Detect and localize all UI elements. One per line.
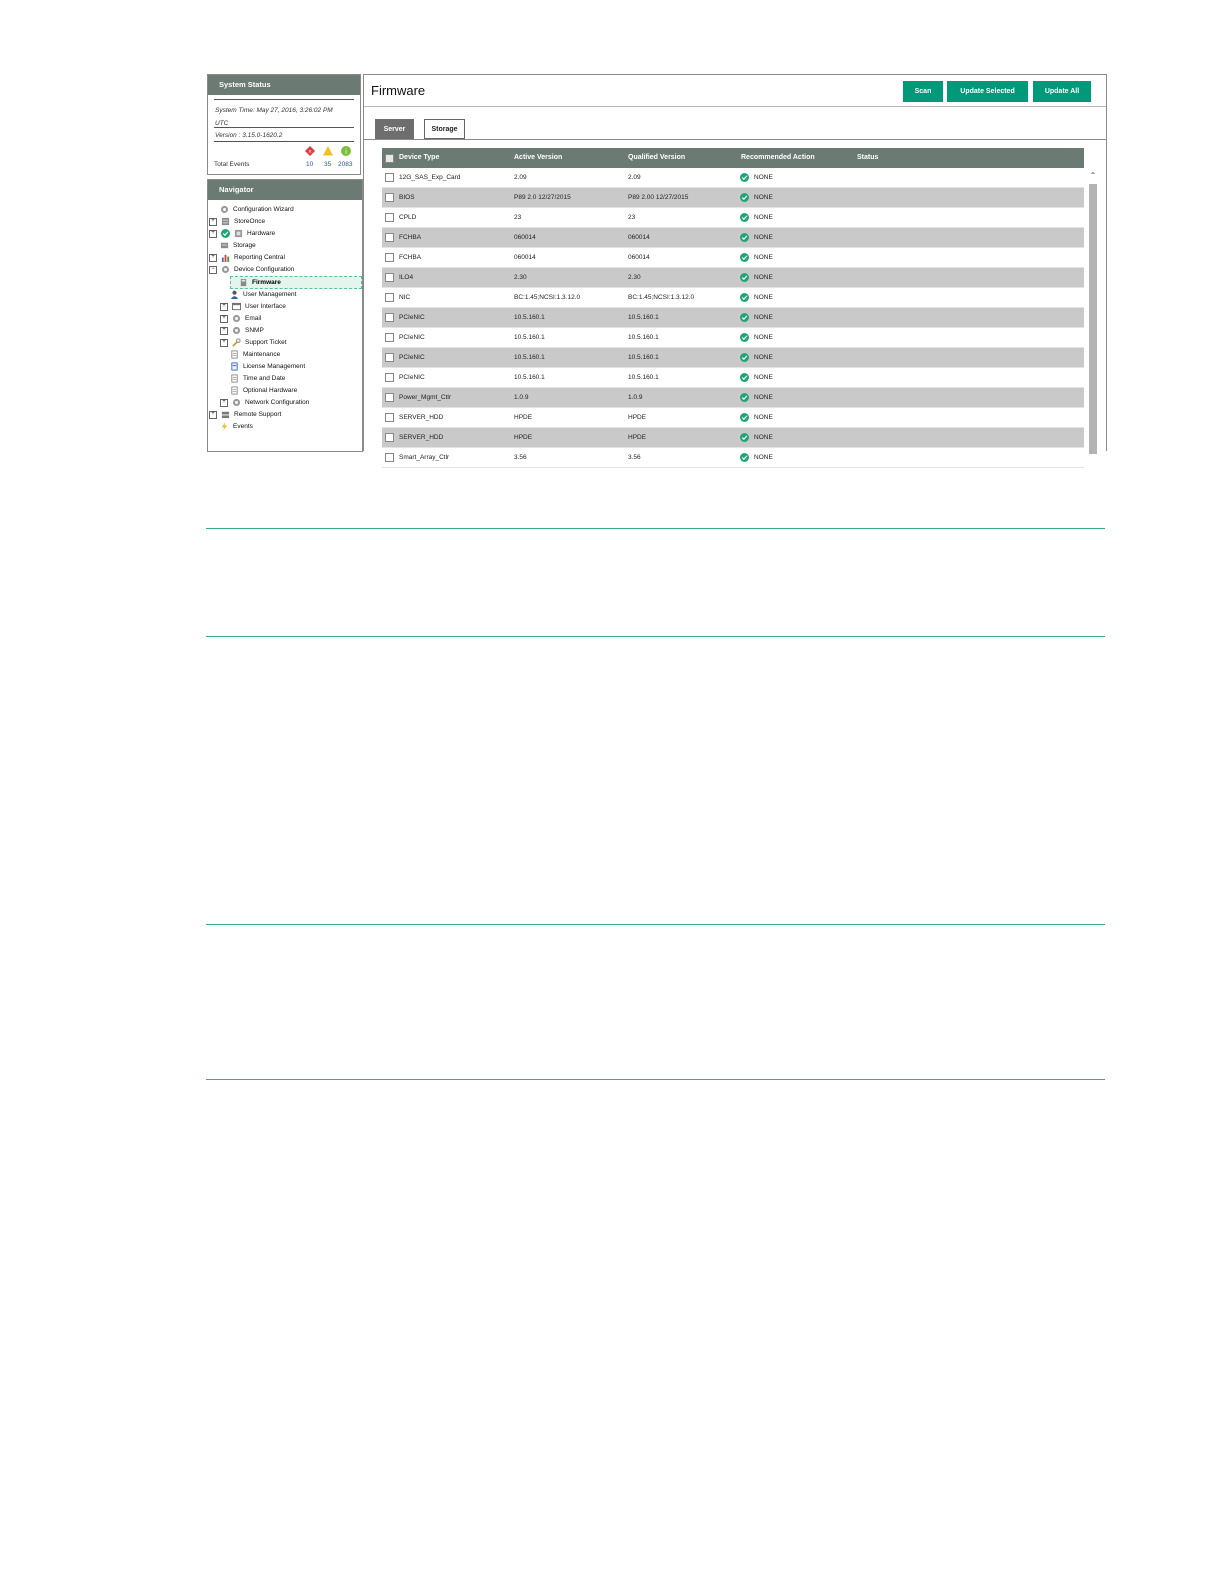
table-header xyxy=(382,148,1084,168)
nav-label: Maintenance xyxy=(243,351,281,358)
active-version-cell: 23 xyxy=(514,214,522,221)
column-header[interactable]: Active Version xyxy=(514,154,563,161)
recommended-action-cell: NONE xyxy=(754,294,773,301)
nav-firmware[interactable] xyxy=(230,276,362,289)
nav-device-configuration[interactable] xyxy=(209,264,294,275)
nav-time-and-date[interactable] xyxy=(230,373,285,384)
license-icon xyxy=(230,362,239,371)
nav-user-interface[interactable] xyxy=(220,301,286,312)
table-row[interactable] xyxy=(382,408,1084,428)
active-version-cell: HPDE xyxy=(514,434,533,441)
nav-label: Support Ticket xyxy=(245,339,287,346)
table-row[interactable] xyxy=(382,428,1084,448)
ok-check-icon xyxy=(740,353,749,362)
svg-text:i: i xyxy=(345,149,347,156)
ok-check-icon xyxy=(740,433,749,442)
total-events-label: Total Events xyxy=(214,161,250,168)
device-type-cell: PCIeNIC xyxy=(399,354,425,361)
row-checkbox[interactable] xyxy=(385,433,394,442)
row-checkbox[interactable] xyxy=(385,453,394,462)
update-all-button[interactable]: Update All xyxy=(1033,81,1091,102)
nav-reporting-central[interactable] xyxy=(209,252,285,263)
nav-events[interactable] xyxy=(220,421,253,432)
nav-label: Hardware xyxy=(247,230,276,237)
qualified-version-cell: BC:1.45;NCSI:1.3.12.0 xyxy=(628,294,695,301)
warning-icon[interactable] xyxy=(323,146,333,156)
ok-check-icon xyxy=(740,293,749,302)
qualified-version-cell: 060014 xyxy=(628,254,650,261)
nav-label: StoreOnce xyxy=(234,218,266,225)
recommended-action-cell: NONE xyxy=(754,374,773,381)
nav-label: Email xyxy=(245,315,262,322)
ok-check-icon xyxy=(740,373,749,382)
nav-license-management[interactable] xyxy=(230,361,305,372)
table-row[interactable] xyxy=(382,348,1084,368)
nav-optional-hardware[interactable] xyxy=(230,385,297,396)
section-rule xyxy=(206,924,1105,925)
nav-label: Network Configuration xyxy=(245,399,310,406)
active-version-cell: 2.30 xyxy=(514,274,527,281)
active-version-cell: 1.0.9 xyxy=(514,394,529,401)
recommended-action-cell: NONE xyxy=(754,254,773,261)
document-icon xyxy=(230,374,239,383)
recommended-action-cell: NONE xyxy=(754,274,773,281)
nav-storage[interactable] xyxy=(220,240,256,251)
section-rule xyxy=(206,1079,1105,1080)
version: Version : 3.15.0-1620.2 xyxy=(215,132,283,139)
nav-remote-support[interactable] xyxy=(209,409,281,420)
nav-label: Firmware xyxy=(252,279,281,286)
info-icon[interactable] xyxy=(341,146,351,156)
row-checkbox[interactable] xyxy=(385,273,394,282)
active-version-cell: 3.56 xyxy=(514,454,527,461)
device-type-cell: Power_Mgmt_Ctlr xyxy=(399,394,452,401)
gear-icon xyxy=(221,265,230,274)
recommended-action-cell: NONE xyxy=(754,354,773,361)
row-checkbox[interactable] xyxy=(385,293,394,302)
sidebar xyxy=(207,74,361,430)
expand-toggle[interactable]: + xyxy=(220,399,228,407)
active-version-cell: HPDE xyxy=(514,414,533,421)
nav-label: Storage xyxy=(233,242,256,249)
qualified-version-cell: 10.5.160.1 xyxy=(628,354,659,361)
expand-toggle[interactable]: + xyxy=(220,339,228,347)
hardware-icon xyxy=(234,229,243,238)
device-type-cell: ILO4 xyxy=(399,274,414,281)
column-header[interactable]: Recommended Action xyxy=(741,154,815,161)
table-row[interactable] xyxy=(382,188,1084,208)
device-type-cell: SERVER_HDD xyxy=(399,434,444,441)
section-rule xyxy=(206,636,1105,637)
server-icon xyxy=(221,410,230,419)
active-version-cell: 060014 xyxy=(514,234,536,241)
ok-check-icon xyxy=(740,253,749,262)
divider xyxy=(214,99,354,100)
nav-label: Optional Hardware xyxy=(243,387,298,394)
table-row[interactable] xyxy=(382,288,1084,308)
device-type-cell: FCHBA xyxy=(399,234,422,241)
nav-support-ticket[interactable] xyxy=(220,337,287,348)
device-type-cell: PCIeNIC xyxy=(399,374,425,381)
device-type-cell: PCIeNIC xyxy=(399,314,425,321)
device-type-cell: CPLD xyxy=(399,214,417,221)
nav-snmp[interactable] xyxy=(220,325,264,336)
system-status-panel xyxy=(207,74,361,175)
tab-server[interactable]: Server xyxy=(375,119,414,139)
scrollbar[interactable] xyxy=(1087,170,1098,451)
gear-icon xyxy=(220,205,229,214)
window-icon xyxy=(232,302,241,311)
table-body xyxy=(382,168,1084,468)
row-checkbox[interactable] xyxy=(385,333,394,342)
navigator-title: Navigator xyxy=(208,180,362,200)
timezone: UTC xyxy=(215,120,229,127)
update-selected-button[interactable]: Update Selected xyxy=(947,81,1028,102)
row-checkbox[interactable] xyxy=(385,213,394,222)
nav-label: Device Configuration xyxy=(234,266,295,273)
gear-icon xyxy=(232,314,241,323)
critical-icon[interactable] xyxy=(305,146,315,156)
device-type-cell: BIOS xyxy=(399,194,415,201)
nav-configuration-wizard[interactable] xyxy=(220,204,294,215)
expand-toggle[interactable]: + xyxy=(209,230,217,238)
nav-label: Reporting Central xyxy=(234,254,285,261)
expand-toggle[interactable]: + xyxy=(209,254,217,262)
recommended-action-cell: NONE xyxy=(754,214,773,221)
scroll-up-arrow-icon[interactable]: ⌃ xyxy=(1089,171,1097,180)
table-row[interactable] xyxy=(382,328,1084,348)
qualified-version-cell: 3.56 xyxy=(628,454,641,461)
active-version-cell: 10.5.160.1 xyxy=(514,314,545,321)
nav-label: User Interface xyxy=(245,303,286,310)
device-type-cell: FCHBA xyxy=(399,254,422,261)
active-version-cell: BC:1.45;NCSI:1.3.12.0 xyxy=(514,294,581,301)
tab-storage[interactable]: Storage xyxy=(424,119,465,139)
device-type-cell: PCIeNIC xyxy=(399,334,425,341)
device-type-cell: NIC xyxy=(399,294,411,301)
table-row[interactable] xyxy=(382,168,1084,188)
recommended-action-cell: NONE xyxy=(754,234,773,241)
recommended-action-cell: NONE xyxy=(754,394,773,401)
recommended-action-cell: NONE xyxy=(754,414,773,421)
row-checkbox[interactable] xyxy=(385,193,394,202)
ok-check-icon xyxy=(740,213,749,222)
qualified-version-cell: 23 xyxy=(628,214,636,221)
nav-hardware[interactable] xyxy=(209,228,275,239)
select-all-checkbox[interactable] xyxy=(385,154,394,163)
recommended-action-cell: NONE xyxy=(754,314,773,321)
active-version-cell: 10.5.160.1 xyxy=(514,354,545,361)
device-type-cell: SERVER_HDD xyxy=(399,414,444,421)
navigator-tree xyxy=(208,200,362,450)
table-row[interactable] xyxy=(382,368,1084,388)
recommended-action-cell: NONE xyxy=(754,194,773,201)
table-row[interactable] xyxy=(382,268,1084,288)
table-row[interactable] xyxy=(382,448,1084,468)
nav-label: License Management xyxy=(243,363,306,370)
divider xyxy=(214,141,354,142)
row-checkbox[interactable] xyxy=(385,253,394,262)
nav-network-configuration[interactable] xyxy=(220,397,309,408)
active-version-cell: P89 2.0 12/27/2015 xyxy=(514,194,571,201)
active-version-cell: 060014 xyxy=(514,254,536,261)
active-version-cell: 10.5.160.1 xyxy=(514,374,545,381)
nav-label: Events xyxy=(233,423,253,430)
ok-check-icon xyxy=(740,233,749,242)
recommended-action-cell: NONE xyxy=(754,434,773,441)
expand-toggle[interactable]: + xyxy=(209,218,217,226)
section-rule xyxy=(206,528,1105,529)
firmware-table xyxy=(382,148,1084,468)
ok-check-icon xyxy=(740,173,749,182)
ok-check-icon xyxy=(740,393,749,402)
firmware-panel xyxy=(363,74,1107,461)
ok-status-icon xyxy=(221,229,230,238)
qualified-version-cell: 1.0.9 xyxy=(628,394,643,401)
device-type-cell: 12G_SAS_Exp_Card xyxy=(399,174,461,181)
nav-storeonce[interactable] xyxy=(209,216,265,227)
storage-icon xyxy=(221,217,230,226)
table-row[interactable] xyxy=(382,308,1084,328)
chip-icon xyxy=(239,278,248,287)
warning-count[interactable]: 35 xyxy=(324,161,332,168)
qualified-version-cell: 2.30 xyxy=(628,274,641,281)
device-type-cell: Smart_Array_Ctlr xyxy=(399,454,450,461)
table-row[interactable] xyxy=(382,248,1084,268)
ok-check-icon xyxy=(740,193,749,202)
column-header[interactable]: Status xyxy=(857,154,879,161)
row-checkbox[interactable] xyxy=(385,173,394,182)
system-status-title: System Status xyxy=(208,75,360,95)
nav-label: Time and Date xyxy=(243,375,286,382)
document-icon xyxy=(230,386,239,395)
critical-count[interactable]: 10 xyxy=(306,161,314,168)
row-checkbox[interactable] xyxy=(385,413,394,422)
qualified-version-cell: 10.5.160.1 xyxy=(628,314,659,321)
page-title: Firmware xyxy=(371,83,426,98)
nav-maintenance[interactable] xyxy=(230,349,280,360)
chart-icon xyxy=(221,253,230,262)
column-header[interactable]: Device Type xyxy=(399,154,440,161)
qualified-version-cell: 2.09 xyxy=(628,174,641,181)
row-checkbox[interactable] xyxy=(385,393,394,402)
row-checkbox[interactable] xyxy=(385,233,394,242)
active-version-cell: 10.5.160.1 xyxy=(514,334,545,341)
ok-check-icon xyxy=(740,453,749,462)
table-row[interactable] xyxy=(382,208,1084,228)
qualified-version-cell: 10.5.160.1 xyxy=(628,334,659,341)
disk-icon xyxy=(220,241,229,250)
ok-check-icon xyxy=(740,333,749,342)
qualified-version-cell: 10.5.160.1 xyxy=(628,374,659,381)
gear-icon xyxy=(232,326,241,335)
expand-toggle[interactable]: + xyxy=(220,327,228,335)
collapse-toggle[interactable]: − xyxy=(209,266,217,274)
document-icon xyxy=(230,350,239,359)
nav-user-management[interactable] xyxy=(230,289,296,300)
expand-toggle[interactable]: + xyxy=(220,303,228,311)
active-version-cell: 2.09 xyxy=(514,174,527,181)
divider xyxy=(214,127,354,128)
info-count[interactable]: 2083 xyxy=(338,161,353,168)
qualified-version-cell: P89 2.00 12/27/2015 xyxy=(628,194,689,201)
table-row[interactable] xyxy=(382,228,1084,248)
system-time: System Time: May 27, 2016, 3:26:02 PM xyxy=(215,107,333,114)
wrench-icon xyxy=(232,338,241,347)
row-checkbox[interactable] xyxy=(385,353,394,362)
nav-label: User Management xyxy=(243,291,297,298)
qualified-version-cell: 060014 xyxy=(628,234,650,241)
table-row[interactable] xyxy=(382,388,1084,408)
expand-toggle[interactable]: + xyxy=(209,411,217,419)
recommended-action-cell: NONE xyxy=(754,454,773,461)
row-checkbox[interactable] xyxy=(385,313,394,322)
nav-label: Remote Support xyxy=(234,411,282,418)
gear-icon xyxy=(232,398,241,407)
scan-button[interactable]: Scan xyxy=(903,81,943,102)
nav-label: Configuration Wizard xyxy=(233,206,294,213)
row-checkbox[interactable] xyxy=(385,373,394,382)
qualified-version-cell: HPDE xyxy=(628,434,647,441)
svg-text:×: × xyxy=(308,149,312,156)
navigator-panel xyxy=(207,179,363,452)
user-icon xyxy=(230,290,239,299)
nav-email[interactable] xyxy=(220,313,261,324)
ok-check-icon xyxy=(740,313,749,322)
qualified-version-cell: HPDE xyxy=(628,414,647,421)
divider xyxy=(364,106,1106,107)
recommended-action-cell: NONE xyxy=(754,174,773,181)
lightning-icon xyxy=(220,422,229,431)
recommended-action-cell: NONE xyxy=(754,334,773,341)
nav-label: SNMP xyxy=(245,327,264,334)
divider xyxy=(364,139,1106,140)
column-header[interactable]: Qualified Version xyxy=(628,154,686,161)
ok-check-icon xyxy=(740,273,749,282)
scroll-thumb[interactable] xyxy=(1089,184,1097,454)
ok-check-icon xyxy=(740,413,749,422)
expand-toggle[interactable]: + xyxy=(220,315,228,323)
